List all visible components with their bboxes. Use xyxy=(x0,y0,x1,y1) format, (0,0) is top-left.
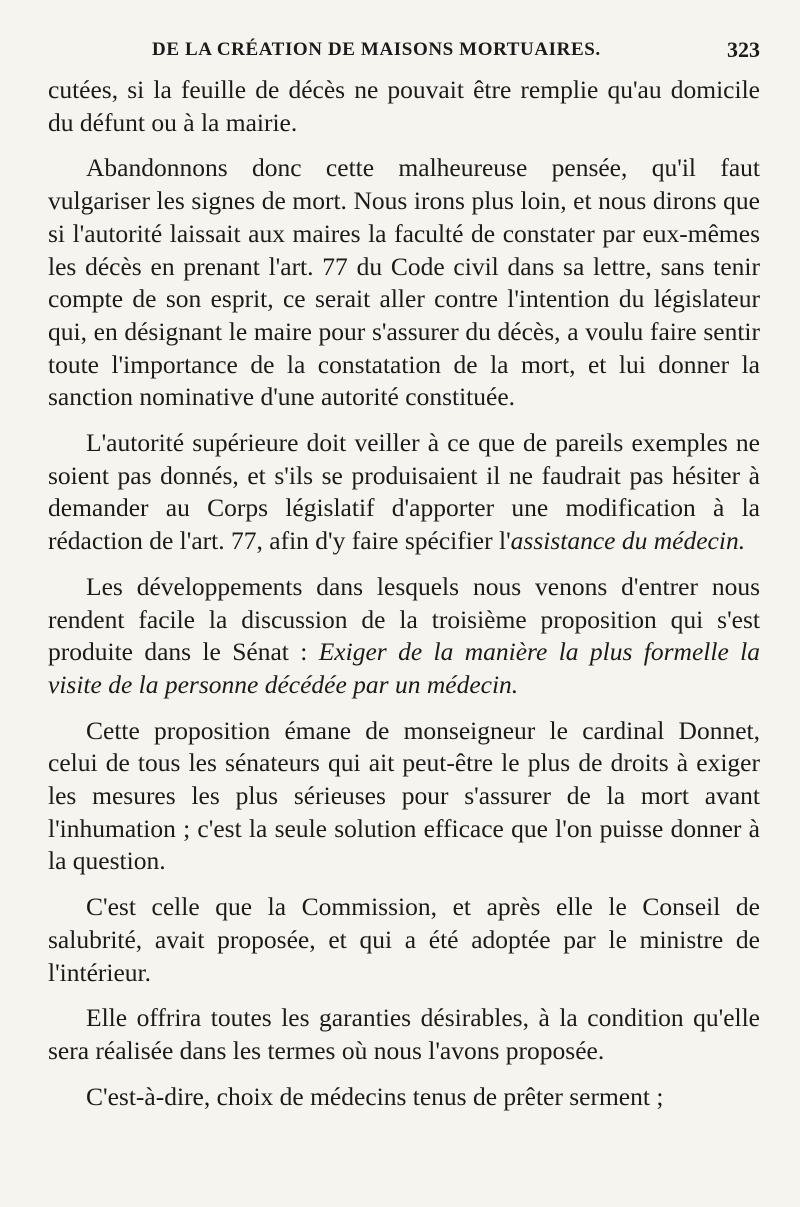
paragraph-2: Abandonnons donc cette malheureuse pensée, qu'il faut vulgariser les signes de mort. Nous irons plus loin, et nous dirons que si l'autorité laissait aux maires la faculté de constater par eux-mêmes les décès en prenant l'art. 77 du Code civil dans sa lettre, sans tenir compte de son esprit, ce serait aller contre l'intention du législateur qui, en désignant le maire pour s'assurer du décès, a voulu faire sentir toute l'importance de la constatation de la mort, et lui donner la sanction nominative d'une autorité constituée. xyxy=(48,153,760,412)
paragraph-6: C'est celle que la Commission, et après elle le Conseil de salubrité, avait proposée, et qui a été adoptée par le ministre de l'intérieur. xyxy=(48,892,760,987)
paragraph-7: Elle offrira toutes les garanties désirables, à la condition qu'elle sera réalisée dans les termes où nous l'avons proposée. xyxy=(48,1003,760,1065)
paragraph-8: C'est-à-dire, choix de médecins tenus de prêter serment ; xyxy=(86,1081,664,1111)
paragraph-4-italic: Exiger de la manière la plus formelle la visite de la personne décédée par un médecin. xyxy=(48,637,760,699)
page-header xyxy=(48,34,760,66)
page-number: 323 xyxy=(727,37,760,62)
paragraph-4 xyxy=(48,571,760,702)
paragraph-5: Cette proposition émane de monseigneur le cardinal Donnet, celui de tous les sénateurs qui ait peut-être le plus de droits à exiger les mesures les plus sérieuses pour s'assurer de la mort avant l'inhumation ; c'est la seule solution efficace que l'on puisse donner à la question. xyxy=(48,715,760,876)
paragraph-3-italic: assistance du médecin. xyxy=(510,526,746,556)
paragraph-4-text: Les développements dans lesquels nous venons d'entrer nous rendent facile la discussion de la troisième proposition qui s'est produite dans le Sénat : xyxy=(48,571,760,667)
running-head: DE LA CRÉATION DE MAISONS MORTUAIRES. xyxy=(152,39,601,60)
paragraph-1: cutées, si la feuille de décès ne pouvait être remplie qu'au domicile du défunt ou à la mairie. xyxy=(48,75,760,137)
paragraph-3 xyxy=(48,427,760,558)
body-text xyxy=(48,74,760,1113)
paragraph-3-text: L'autorité supérieure doit veiller à ce que de pareils exemples ne soient pas donnés, et s'ils se produisaient il ne faudrait pas hésiter à demander au Corps législatif d'apporter une modification à la rédaction de l'art. 77, afin d'y faire spécifier l' xyxy=(48,428,760,556)
